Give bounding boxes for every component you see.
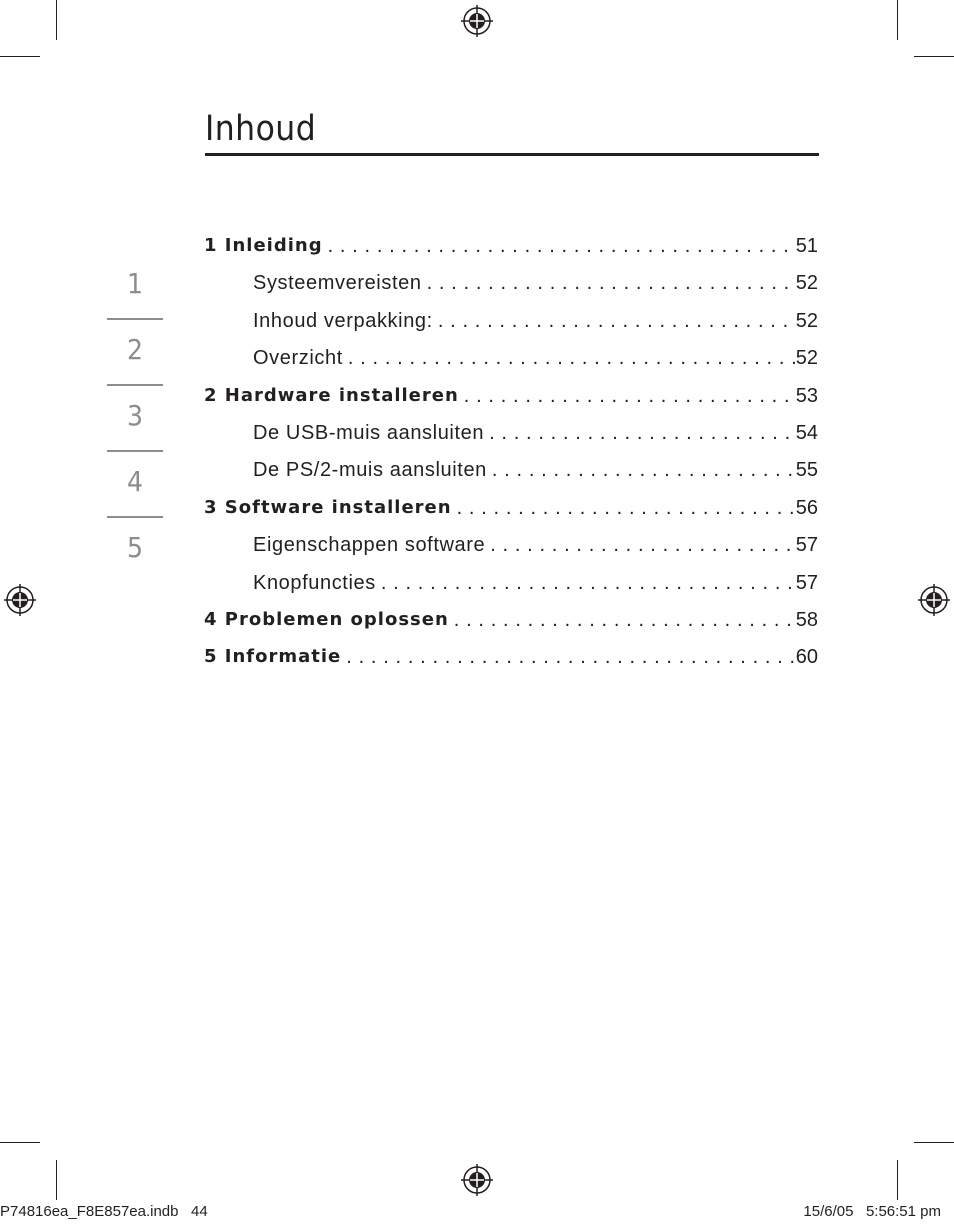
crop-mark-top-left-vertical	[56, 0, 57, 40]
toc-entry-label: Knopfuncties	[253, 571, 376, 594]
toc-entry-page: 58	[795, 608, 818, 631]
toc-entry-page: 52	[795, 347, 818, 370]
chapter-tab-divider	[107, 516, 163, 518]
toc-entry-chapter[interactable]	[204, 233, 818, 270]
toc-entry-section[interactable]	[204, 270, 818, 307]
registration-mark-bottom-icon	[461, 1164, 493, 1196]
table-of-contents	[204, 233, 818, 682]
toc-entry-page: 52	[795, 272, 818, 295]
crop-mark-top-left-horizontal	[0, 56, 40, 57]
toc-leader-dots	[489, 420, 796, 446]
toc-entry-section[interactable]	[204, 570, 818, 607]
toc-entry-page: 60	[795, 646, 818, 669]
toc-entry-label: Overzicht	[253, 347, 343, 370]
chapter-tab-number: 1	[126, 267, 144, 300]
chapter-tab-number: 2	[126, 333, 144, 366]
chapter-tabs	[107, 262, 163, 592]
chapter-tab-number: 5	[126, 531, 144, 564]
slug-file-info: P74816ea_F8E857ea.indb 44	[0, 1203, 208, 1220]
toc-leader-dots	[438, 308, 796, 334]
toc-leader-dots	[348, 345, 796, 371]
toc-leader-dots	[490, 532, 796, 558]
toc-entry-page: 56	[795, 496, 818, 519]
toc-entry-section[interactable]	[204, 532, 818, 569]
crop-mark-bottom-right-horizontal	[914, 1142, 954, 1143]
toc-leader-dots	[492, 457, 796, 483]
chapter-tab-divider	[107, 384, 163, 386]
crop-mark-top-right-vertical	[897, 0, 898, 40]
toc-leader-dots	[427, 270, 796, 296]
chapter-tab[interactable]	[107, 394, 163, 460]
toc-entry-chapter[interactable]	[204, 495, 818, 532]
toc-entry-section[interactable]	[204, 420, 818, 457]
registration-mark-top-icon	[461, 5, 493, 37]
crop-mark-bottom-left-vertical	[56, 1160, 57, 1200]
toc-entry-label: Systeemvereisten	[253, 272, 422, 295]
toc-entry-label: 2 Hardware installeren	[204, 384, 459, 406]
chapter-tab-number: 3	[126, 399, 144, 432]
chapter-tab[interactable]	[107, 328, 163, 394]
toc-leader-dots	[457, 495, 796, 521]
chapter-tab[interactable]	[107, 526, 163, 592]
toc-entry-page: 55	[795, 459, 818, 482]
toc-entry-page: 52	[795, 309, 818, 332]
slug-date-time: 15/6/05 5:56:51 pm	[803, 1203, 941, 1220]
toc-leader-dots	[346, 644, 795, 670]
toc-entry-label: De PS/2-muis aansluiten	[253, 459, 487, 482]
toc-leader-dots	[464, 383, 796, 409]
toc-entry-label: 1 Inleiding	[204, 235, 323, 256]
toc-entry-section[interactable]	[204, 345, 818, 382]
registration-mark-right-icon	[918, 584, 950, 616]
toc-entry-chapter[interactable]	[204, 644, 818, 681]
chapter-tab-divider	[107, 318, 163, 320]
toc-entry-label: Inhoud verpakking:	[253, 309, 433, 332]
toc-entry-label: 4 Problemen oplossen	[204, 608, 449, 630]
chapter-tab[interactable]	[107, 460, 163, 526]
toc-entry-page: 53	[795, 384, 818, 407]
crop-mark-bottom-left-horizontal	[0, 1142, 40, 1143]
toc-leader-dots	[454, 607, 796, 633]
chapter-tab-number: 4	[126, 465, 144, 498]
toc-entry-page: 57	[795, 571, 818, 594]
chapter-tab[interactable]	[107, 262, 163, 328]
toc-entry-label: De USB-muis aansluiten	[253, 421, 485, 444]
toc-leader-dots	[381, 570, 796, 596]
crop-mark-bottom-right-vertical	[897, 1160, 898, 1200]
chapter-tab-divider	[107, 450, 163, 452]
toc-entry-label: 5 Informatie	[204, 646, 342, 668]
toc-entry-label: 3 Software installeren	[204, 496, 452, 518]
toc-entry-label: Eigenschappen software	[253, 534, 486, 557]
toc-entry-section[interactable]	[204, 308, 818, 345]
toc-entry-section[interactable]	[204, 457, 818, 494]
toc-leader-dots	[328, 233, 796, 259]
page-title: Inhoud	[205, 109, 317, 149]
toc-entry-chapter[interactable]	[204, 607, 818, 644]
registration-mark-left-icon	[4, 584, 36, 616]
crop-mark-top-right-horizontal	[914, 56, 954, 57]
toc-entry-page: 57	[795, 534, 818, 557]
title-underline	[205, 153, 819, 156]
toc-entry-chapter[interactable]	[204, 383, 818, 420]
toc-entry-page: 54	[795, 421, 818, 444]
toc-entry-page: 51	[795, 235, 818, 257]
